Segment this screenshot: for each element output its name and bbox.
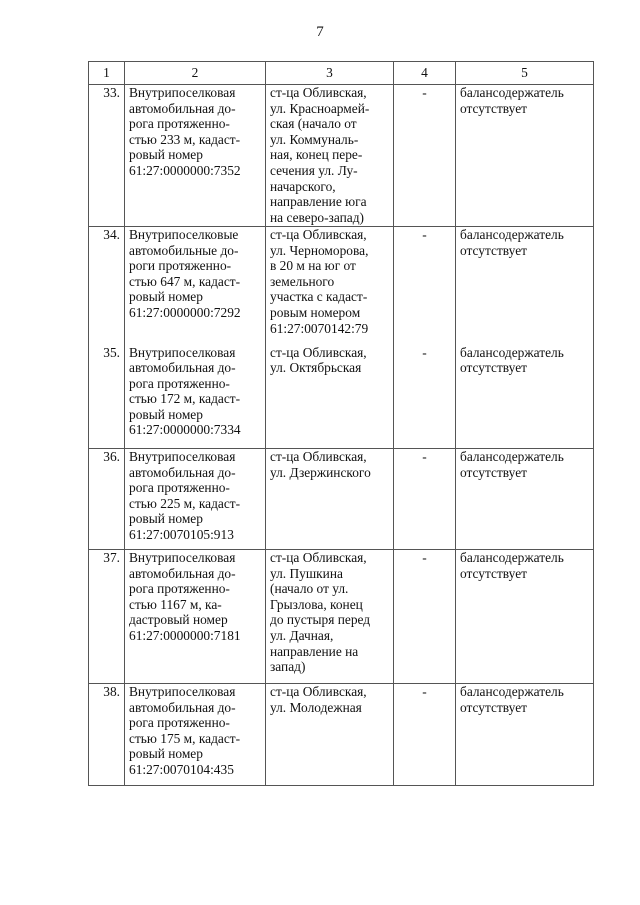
road-description: Внутрипоселковая автомобильная до- рога протяженно- стью 233 м, кадаст- ровый номер 61:27:0000000:7352 bbox=[129, 85, 241, 178]
road-description: Внутрипоселковая автомобильная до- рога протяженно- стью 1167 м, ка- дастровый номер 61:27:0000000:7181 bbox=[129, 550, 241, 643]
road-description: Внутрипоселковые автомобильные до- роги протяженно- стью 647 м, кадаст- ровый номер 61:27:0000000:7292 bbox=[129, 227, 241, 320]
col4-value: - bbox=[394, 227, 456, 345]
road-description: Внутрипоселковая автомобильная до- рога протяженно- стью 225 м, кадаст- ровый номер 61:27:0070105:913 bbox=[129, 449, 241, 542]
road-description: Внутрипоселковая автомобильная до- рога протяженно- стью 172 м, кадаст- ровый номер 61:27:0000000:7334 bbox=[129, 344, 241, 438]
table-row bbox=[89, 550, 594, 684]
header-col-2: 2 bbox=[125, 62, 266, 85]
table-row bbox=[89, 684, 594, 786]
balance-holder: балансодержатель отсутствует bbox=[460, 684, 564, 715]
table-row bbox=[89, 227, 594, 345]
row-number: 36. bbox=[89, 449, 125, 550]
road-register-table bbox=[88, 61, 594, 786]
header-row bbox=[89, 62, 594, 85]
road-location: ст-ца Обливская, ул. Октябрьская bbox=[270, 344, 367, 376]
header-col-5: 5 bbox=[456, 62, 594, 85]
row-number: 35. bbox=[89, 345, 125, 449]
road-description: Внутрипоселковая автомобильная до- рога протяженно- стью 175 м, кадаст- ровый номер 61:27:0070104:435 bbox=[129, 684, 241, 777]
table-row bbox=[89, 345, 594, 449]
page-number: 7 bbox=[316, 24, 324, 40]
table-row bbox=[89, 449, 594, 550]
balance-holder: балансодержатель отсутствует bbox=[460, 550, 564, 581]
balance-holder: балансодержатель отсутствует bbox=[460, 344, 564, 376]
balance-holder: балансодержатель отсутствует bbox=[460, 449, 564, 480]
table-row bbox=[89, 85, 594, 227]
road-location: ст-ца Обливская, ул. Черноморова, в 20 м на юг от земельного участка с кадаст- ровым номером 61:27:0070142:79 bbox=[270, 227, 369, 336]
road-location: ст-ца Обливская, ул. Пушкина (начало от ул. Грызлова, конец до пустыря перед ул. Дачная, направление на запад) bbox=[270, 550, 371, 675]
col4-value: - bbox=[394, 85, 456, 227]
row-number: 34. bbox=[89, 227, 125, 345]
row-number: 37. bbox=[89, 550, 125, 684]
road-location: ст-ца Обливская, ул. Дзержинского bbox=[270, 449, 371, 480]
col4-value: - bbox=[394, 449, 456, 550]
row-number: 38. bbox=[89, 684, 125, 786]
col4-value: - bbox=[394, 345, 456, 449]
header-col-1: 1 bbox=[89, 62, 125, 85]
road-location: ст-ца Обливская, ул. Красноармей- ская (начало от ул. Коммуналь- ная, конец пере- сечения ул. Лу- начарского, направление юга на северо-запад) bbox=[270, 85, 370, 225]
header-col-4: 4 bbox=[394, 62, 456, 85]
balance-holder: балансодержатель отсутствует bbox=[460, 227, 564, 258]
header-col-3: 3 bbox=[266, 62, 394, 85]
road-location: ст-ца Обливская, ул. Молодежная bbox=[270, 684, 367, 715]
col4-value: - bbox=[394, 684, 456, 786]
balance-holder: балансодержатель отсутствует bbox=[460, 85, 564, 116]
col4-value: - bbox=[394, 550, 456, 684]
row-number: 33. bbox=[89, 85, 125, 227]
